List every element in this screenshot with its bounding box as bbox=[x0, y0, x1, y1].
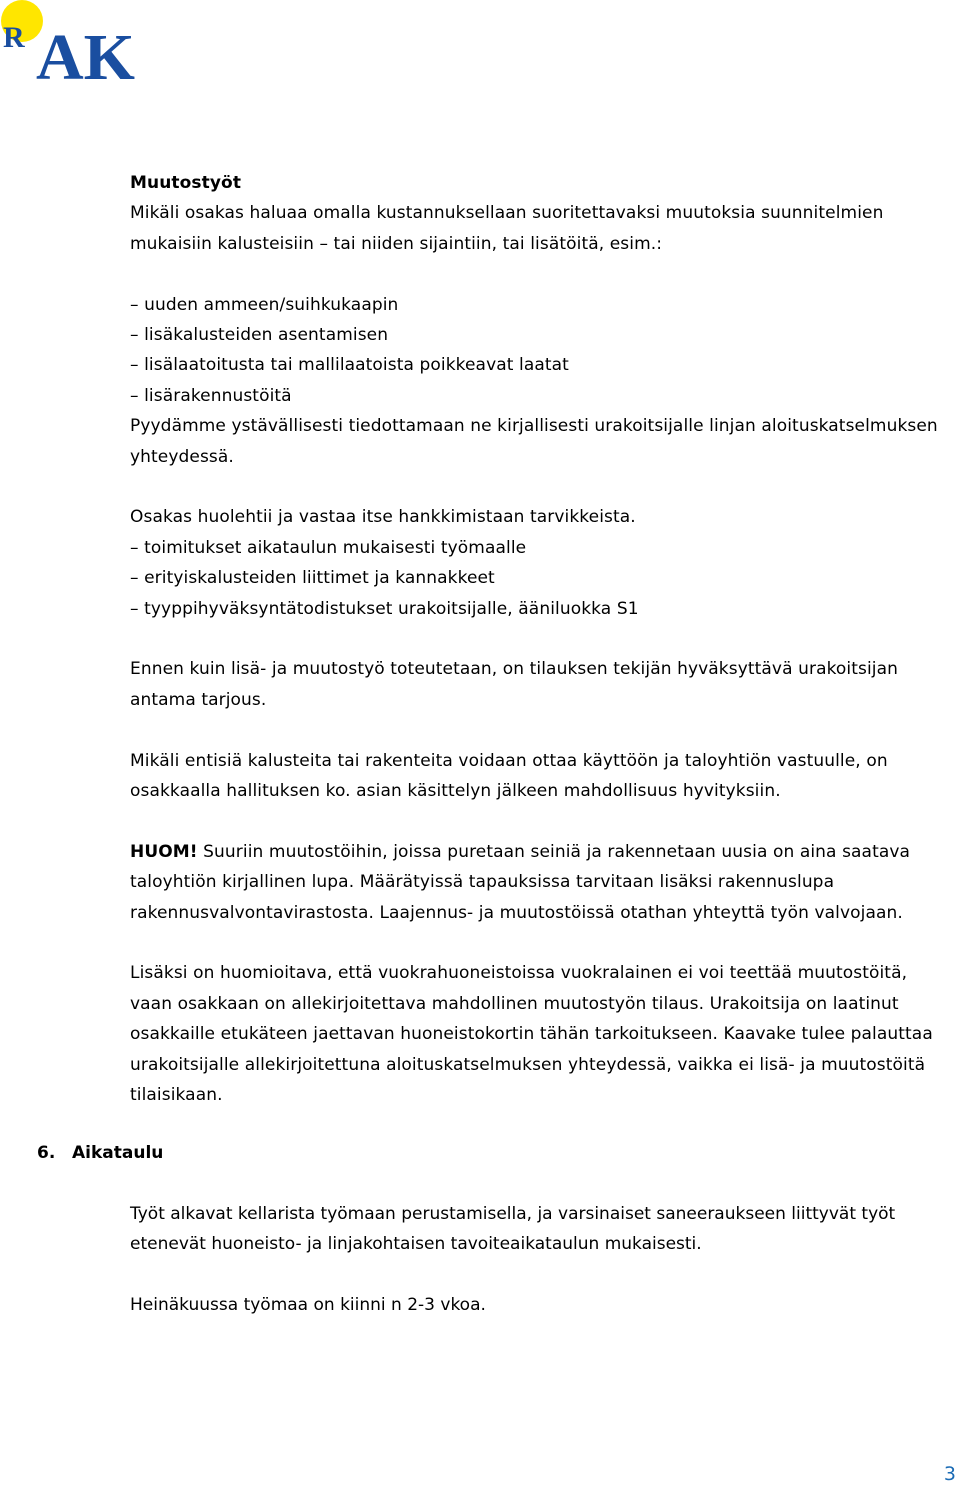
spacer bbox=[130, 928, 950, 958]
section-title: Aikataulu bbox=[72, 1143, 164, 1163]
offer-note: Ennen kuin lisä- ja muutostyö toteutetaan, on tilauksen tekijän hyväksyttävä urakoitsijan antama tarjous. bbox=[130, 659, 899, 710]
logo-letter-r: R bbox=[3, 21, 25, 54]
spacer bbox=[130, 624, 950, 654]
list-item: – uuden ammeen/suihkukaapin bbox=[130, 294, 399, 315]
spacer bbox=[130, 259, 950, 289]
list-item: – lisälaatoitusta tai mallilaatoista poikkeavat laatat bbox=[130, 355, 569, 376]
muutostyot-heading: Muutostyöt bbox=[130, 173, 242, 193]
spacer bbox=[130, 1260, 950, 1290]
spacer bbox=[130, 715, 950, 745]
huom-text: Suuriin muutostöihin, joissa puretaan seiniä ja rakennetaan uusia on aina saatava taloyhtiön kirjallinen lupa. Määrätyissä tapauksissa tarvitaan lisäksi rakennuslupa rakennusvalvontavirastosta. Laajennus- ja muutostöissä otathan yhteyttä työn valvojaan. bbox=[130, 841, 911, 923]
muutostyot-intro: Mikäli osakas haluaa omalla kustannuksellaan suoritettavaksi muutoksia suunnitelmien mukaisiin kalusteisiin – tai niiden sijaintiin, tai lisätöitä, esim.: bbox=[130, 203, 884, 254]
aikataulu-section bbox=[130, 1199, 950, 1321]
supply-intro: Osakas huolehtii ja vastaa itse hankkimistaan tarvikkeista. bbox=[130, 507, 636, 528]
list-item: – toimitukset aikataulun mukaisesti työmaalle bbox=[130, 537, 527, 558]
list-item: – erityiskalusteiden liittimet ja kannakkeet bbox=[130, 568, 495, 589]
company-logo bbox=[0, 0, 140, 86]
list-item: – lisärakennustöitä bbox=[130, 385, 292, 406]
aikataulu-paragraph: Heinäkuussa työmaa on kiinni n 2-3 vkoa. bbox=[130, 1295, 486, 1316]
notice-paragraph: Pyydämme ystävällisesti tiedottamaan ne kirjallisesti urakoitsijalle linjan aloituskatselmuksen yhteydessä. bbox=[130, 416, 938, 467]
muutostyot-section bbox=[130, 168, 950, 1111]
aikataulu-heading bbox=[37, 1138, 163, 1168]
list-item: – tyyppihyväksyntätodistukset urakoitsijalle, ääniluokka S1 bbox=[130, 598, 639, 619]
logo-letters-ak: AK bbox=[36, 21, 135, 86]
spacer bbox=[130, 806, 950, 836]
huom-label: HUOM! bbox=[130, 841, 198, 862]
rak-logo-graphic bbox=[0, 0, 140, 86]
spacer bbox=[130, 472, 950, 502]
section-number: 6. bbox=[37, 1143, 56, 1163]
list-item: – lisäkalusteiden asentamisen bbox=[130, 325, 389, 346]
tenant-note: Lisäksi on huomioitava, että vuokrahuoneistoissa vuokralainen ei voi teettää muutostöitä, vaan osakkaan on allekirjoitettava mahdollinen muutostyön tilaus. Urakoitsija on laatinut osakkaille etukäteen jaettavan huoneistokortin tähän tarkoitukseen. Kaavake tulee palauttaa urakoitsijalle allekirjoitettuna aloituskatselmuksen yhteydessä, vaikka ei lisä- ja muutostöitä tilaisikaan. bbox=[130, 963, 933, 1106]
old-furniture-note: Mikäli entisiä kalusteita tai rakenteita voidaan ottaa käyttöön ja taloyhtiön vastuulle, on osakkaalla hallituksen ko. asian käsittelyn jälkeen mahdollisuus hyvityksiin. bbox=[130, 750, 888, 802]
aikataulu-paragraph: Työt alkavat kellarista työmaan perustamisella, ja varsinaiset saneeraukseen liittyvät työt etenevät huoneisto- ja linjakohtaisen tavoiteaikataulun mukaisesti. bbox=[130, 1204, 896, 1255]
huom-paragraph bbox=[130, 837, 950, 928]
page-number: 3 bbox=[943, 1463, 956, 1485]
